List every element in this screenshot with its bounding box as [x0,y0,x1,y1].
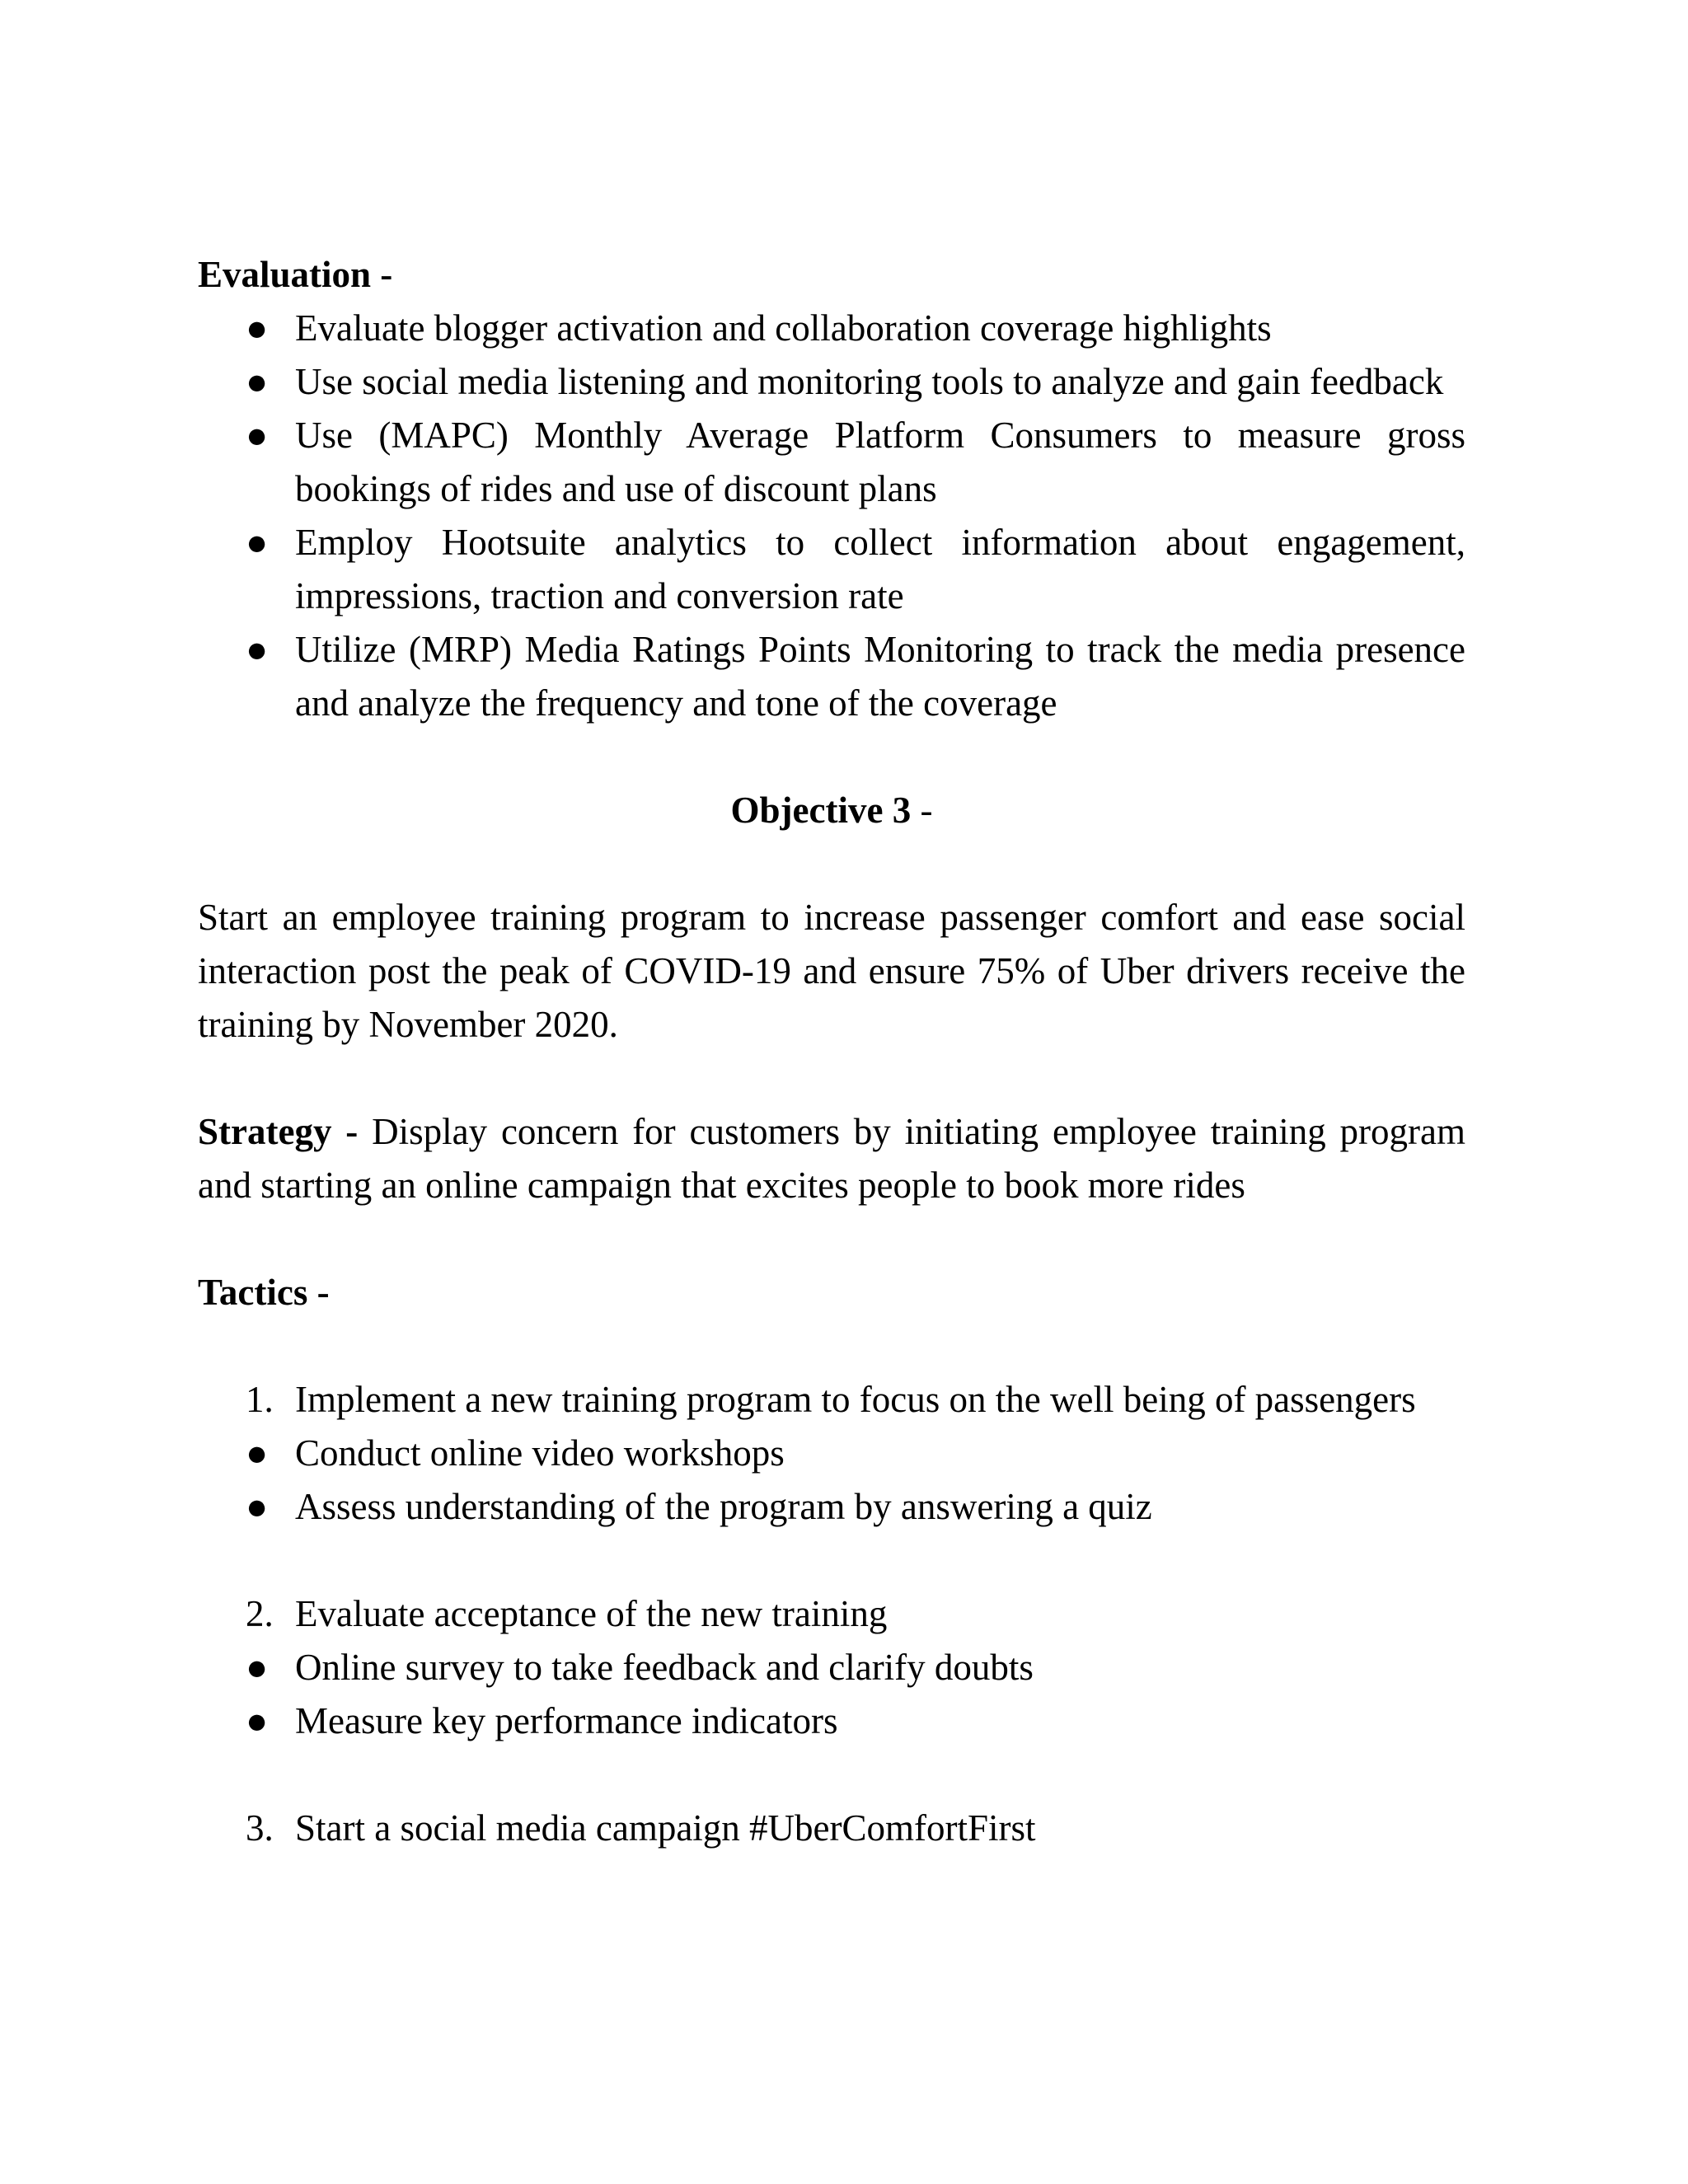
tactic-bullet-text: Online survey to take feedback and clarify doubts [295,1647,1034,1688]
list-item [198,355,1465,409]
tactic-number: 1. [246,1379,274,1420]
tactic-title: Evaluate acceptance of the new training [295,1593,888,1634]
evaluation-item-text: Evaluate blogger activation and collaboration coverage highlights [295,307,1272,349]
evaluation-heading: Evaluation - [198,254,393,295]
tactic-bullet-text: Measure key performance indicators [295,1700,838,1741]
list-item [198,1427,1465,1480]
tactic-number: 2. [246,1593,274,1634]
bullet-icon: ● [246,307,269,349]
objective-title: Objective 3 [730,790,912,831]
list-item [198,1694,1465,1748]
objective-title-suffix: - [911,790,933,831]
tactic-2-bullets [198,1641,1465,1748]
list-item [198,623,1465,730]
bullet-icon: ● [246,1432,269,1474]
tactic-number: 3. [246,1807,274,1849]
page-content [198,248,1465,1855]
bullet-icon: ● [246,1647,269,1688]
list-item [198,516,1465,623]
tactic-group-3 [198,1802,1465,1855]
spacer [198,1319,1465,1373]
tactic-title: Start a social media campaign #UberComfortFirst [295,1807,1036,1849]
objective-heading [198,784,1465,837]
evaluation-list [198,302,1465,730]
bullet-icon: ● [246,522,269,563]
tactic-1-bullets [198,1427,1465,1534]
bullet-icon: ● [246,1486,269,1527]
tactic-group-2 [198,1587,1465,1641]
list-item [198,302,1465,355]
spacer [198,1212,1465,1266]
list-item [198,1480,1465,1534]
tactic-bullet-text: Assess understanding of the program by answering a quiz [295,1486,1152,1527]
evaluation-item-text: Use social media listening and monitoring tools to analyze and gain feedback [295,361,1444,402]
evaluation-item-text: Utilize (MRP) Media Ratings Points Monitoring to track the media presence and analyze the frequency and tone of the coverage [295,629,1465,724]
tactic-bullet-text: Conduct online video workshops [295,1432,785,1474]
spacer [198,1052,1465,1105]
spacer [198,730,1465,784]
evaluation-item-text: Use (MAPC) Monthly Average Platform Consumers to measure gross bookings of rides and use of discount plans [295,415,1465,509]
tactic-title: Implement a new training program to focus on the well being of passengers [295,1379,1416,1420]
spacer [198,1748,1465,1802]
evaluation-item-text: Employ Hootsuite analytics to collect information about engagement, impressions, traction and conversion rate [295,522,1465,616]
objective-text: Start an employee training program to increase passenger comfort and ease social interaction post the peak of COVID-19 and ensure 75% of Uber drivers receive the training by November 2020. [198,897,1465,1045]
bullet-icon: ● [246,415,269,456]
bullet-icon: ● [246,361,269,402]
strategy-label: Strategy - [198,1111,359,1152]
list-item [198,409,1465,516]
strategy-text: Display concern for customers by initiating employee training program and starting an online campaign that excites people to book more rides [198,1111,1465,1206]
bullet-icon: ● [246,629,269,670]
list-item [198,1641,1465,1694]
bullet-icon: ● [246,1700,269,1741]
tactics-heading: Tactics - [198,1272,330,1313]
spacer [198,1534,1465,1587]
spacer [198,837,1465,891]
strategy-paragraph [198,1105,1465,1212]
tactic-group-1 [198,1373,1465,1427]
